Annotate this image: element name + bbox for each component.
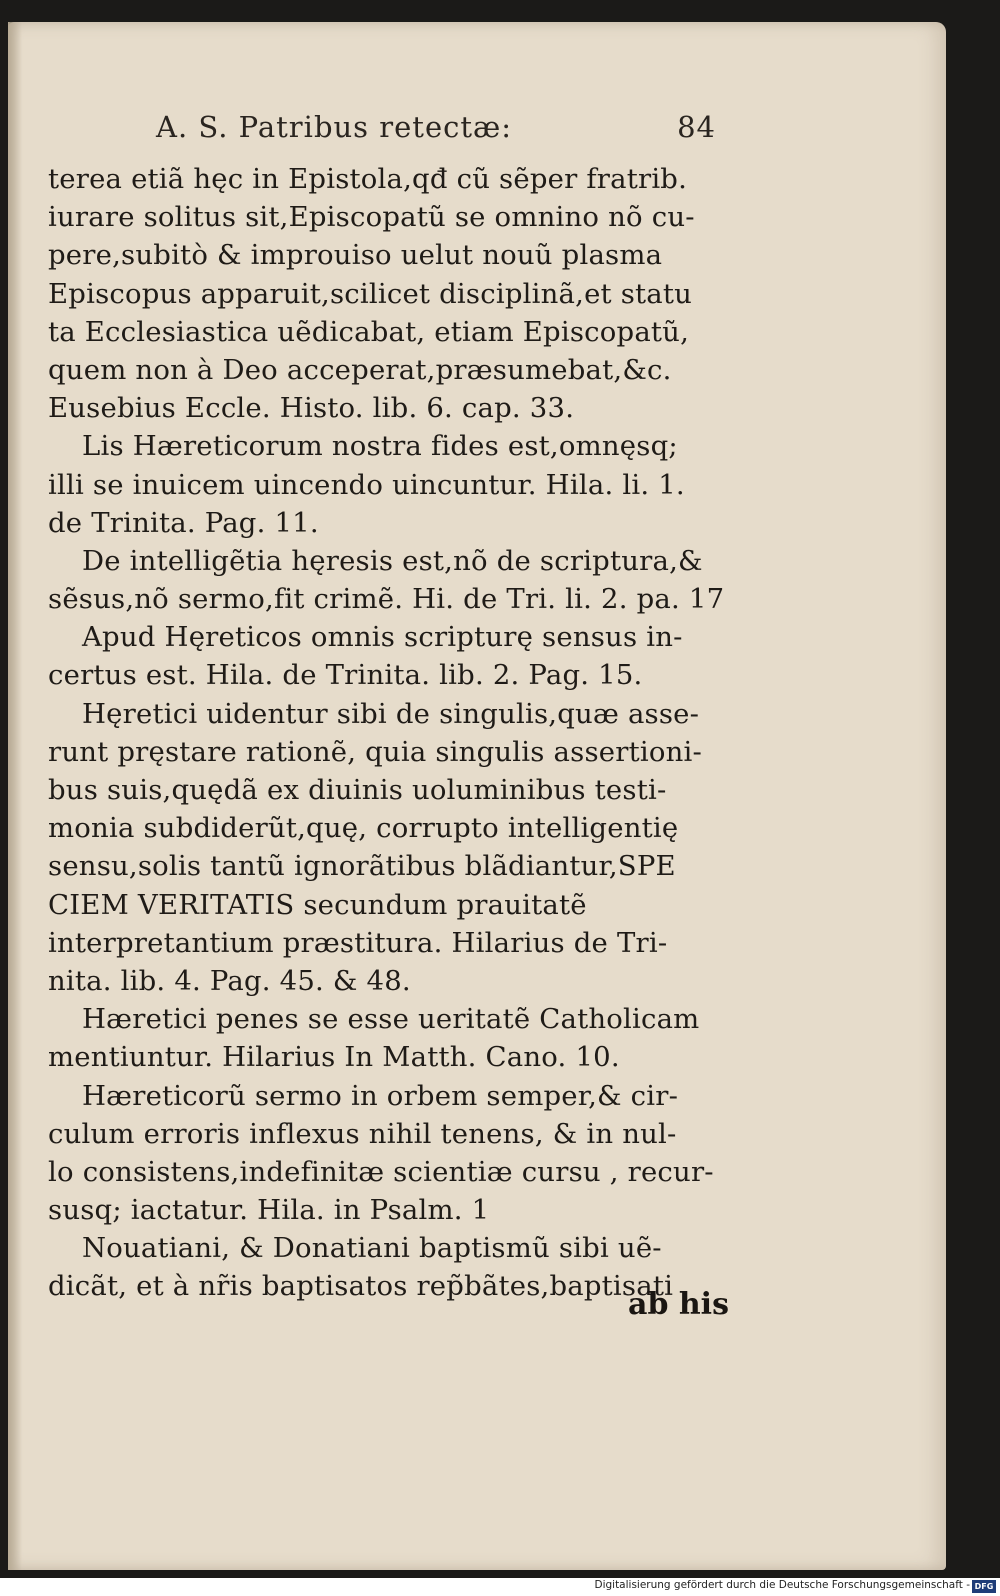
text-line: interpretantium præstitura. Hilarius de Tri-	[48, 926, 668, 959]
text-line: nita. lib. 4. Pag. 45. & 48.	[48, 964, 411, 997]
body-text	[48, 160, 748, 1306]
text-line: Hæretici penes se esse ueritatẽ Catholicam	[82, 1003, 700, 1036]
text-line: pere,subitò & improuiso uelut nouũ plasma	[48, 239, 663, 272]
text-line: sensu,solis tantũ ignorãtibus blãdiantur,SPE	[48, 850, 676, 883]
digitization-footer	[0, 1578, 1000, 1596]
text-line: De intelligẽtia hęresis est,nõ de scriptura,&	[82, 544, 703, 577]
text-line: ta Ecclesiastica uẽdicabat, etiam Episcopatũ,	[48, 315, 690, 348]
dfg-logo-icon: DFG	[972, 1580, 996, 1593]
text-line: illi se inuicem uincendo uincuntur. Hila. li. 1.	[48, 468, 685, 501]
text-line: certus est. Hila. de Trinita. lib. 2. Pag. 15.	[48, 659, 643, 692]
text-line: de Trinita. Pag. 11.	[48, 506, 319, 539]
text-line: mentiuntur. Hilarius In Matth. Cano. 10.	[48, 1041, 620, 1074]
text-line: susq; iactatur. Hila. in Psalm. 1	[48, 1194, 490, 1227]
text-line: quem non à Deo acceperat,præsumebat,&c.	[48, 353, 672, 386]
text-line: Lis Hæreticorum nostra fides est,omnęsq;	[82, 430, 678, 463]
text-line: bus suis,quędã ex diuinis uoluminibus testi-	[48, 774, 667, 806]
text-line: Hęretici uidentur sibi de singulis,quæ asse-	[82, 697, 700, 730]
text-line: lo consistens,indefinitæ scientiæ cursu , recur-	[48, 1155, 714, 1188]
text-line: Episcopus apparuit,scilicet disciplinã,et statu	[48, 277, 693, 310]
running-head: A. S. Patribus retectæ:	[156, 110, 513, 144]
text-line: Hæreticorũ sermo in orbem semper,& cir-	[82, 1079, 679, 1112]
folio-number: 84	[677, 110, 716, 144]
page-header	[146, 110, 726, 150]
text-line: Eusebius Eccle. Histo. lib. 6. cap. 33.	[48, 392, 575, 425]
text-line: Nouatiani, & Donatiani baptismũ sibi uẽ-	[82, 1232, 662, 1265]
text-line: CIEM VERITATIS secundum prauitatẽ	[48, 888, 587, 921]
funding-credit: Digitalisierung gefördert durch die Deutsche Forschungsgemeinschaft -	[594, 1579, 970, 1591]
text-line: monia subdiderũt,quę, corrupto intelligentię	[48, 812, 679, 845]
text-line: terea etiã hęc in Epistola,qđ cũ sẽper fratrib.	[48, 163, 688, 195]
text-line: sẽsus,nõ sermo,fit crimẽ. Hi. de Tri. li. 2. pa. 17	[48, 583, 725, 616]
text-line: iurare solitus sit,Episcopatũ se omnino nõ cu-	[48, 201, 695, 234]
text-line: runt pręstare rationẽ, quia singulis assertioni-	[48, 735, 702, 768]
text-line: culum erroris inflexus nihil tenens, & in nul-	[48, 1117, 677, 1150]
catchword: ab his	[628, 1287, 729, 1322]
text-line: Apud Hęreticos omnis scripturę sensus in-	[82, 621, 683, 654]
book-page	[8, 22, 946, 1570]
text-line: dicãt, et à nr̃is baptisatos rep̃bãtes,baptisati	[48, 1270, 674, 1303]
